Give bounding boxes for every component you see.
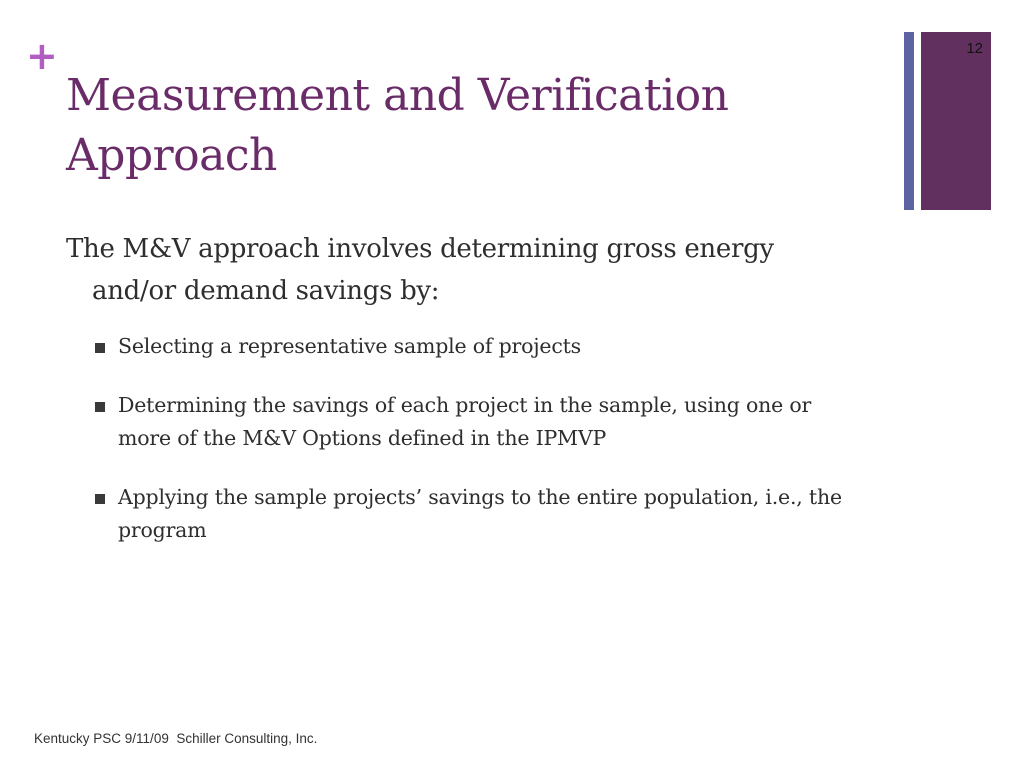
bullet-text: Applying the sample projects’ savings to the entire population, i.e., the program <box>118 485 842 542</box>
bullet-list <box>66 330 846 547</box>
plus-icon: + <box>26 34 58 78</box>
accent-bar-thin <box>904 32 914 210</box>
lead-paragraph: The M&V approach involves determining gross energy and/or demand savings by: <box>66 234 774 306</box>
bullet-text: Selecting a representative sample of projects <box>118 334 581 358</box>
bullet-item <box>66 481 846 547</box>
slide-body <box>66 228 846 573</box>
accent-bar-wide <box>921 32 991 210</box>
bullet-item <box>66 330 846 363</box>
bullet-item <box>66 389 846 455</box>
square-bullet-icon <box>95 343 105 353</box>
footer-text: Kentucky PSC 9/11/09 Schiller Consulting, Inc. <box>34 731 318 746</box>
bullet-text: Determining the savings of each project in the sample, using one or more of the M&V Options defined in the IPMVP <box>118 393 812 450</box>
slide-number: 12 <box>966 40 983 57</box>
square-bullet-icon <box>95 494 105 504</box>
slide-title: Measurement and Verification Approach <box>66 70 729 181</box>
square-bullet-icon <box>95 402 105 412</box>
